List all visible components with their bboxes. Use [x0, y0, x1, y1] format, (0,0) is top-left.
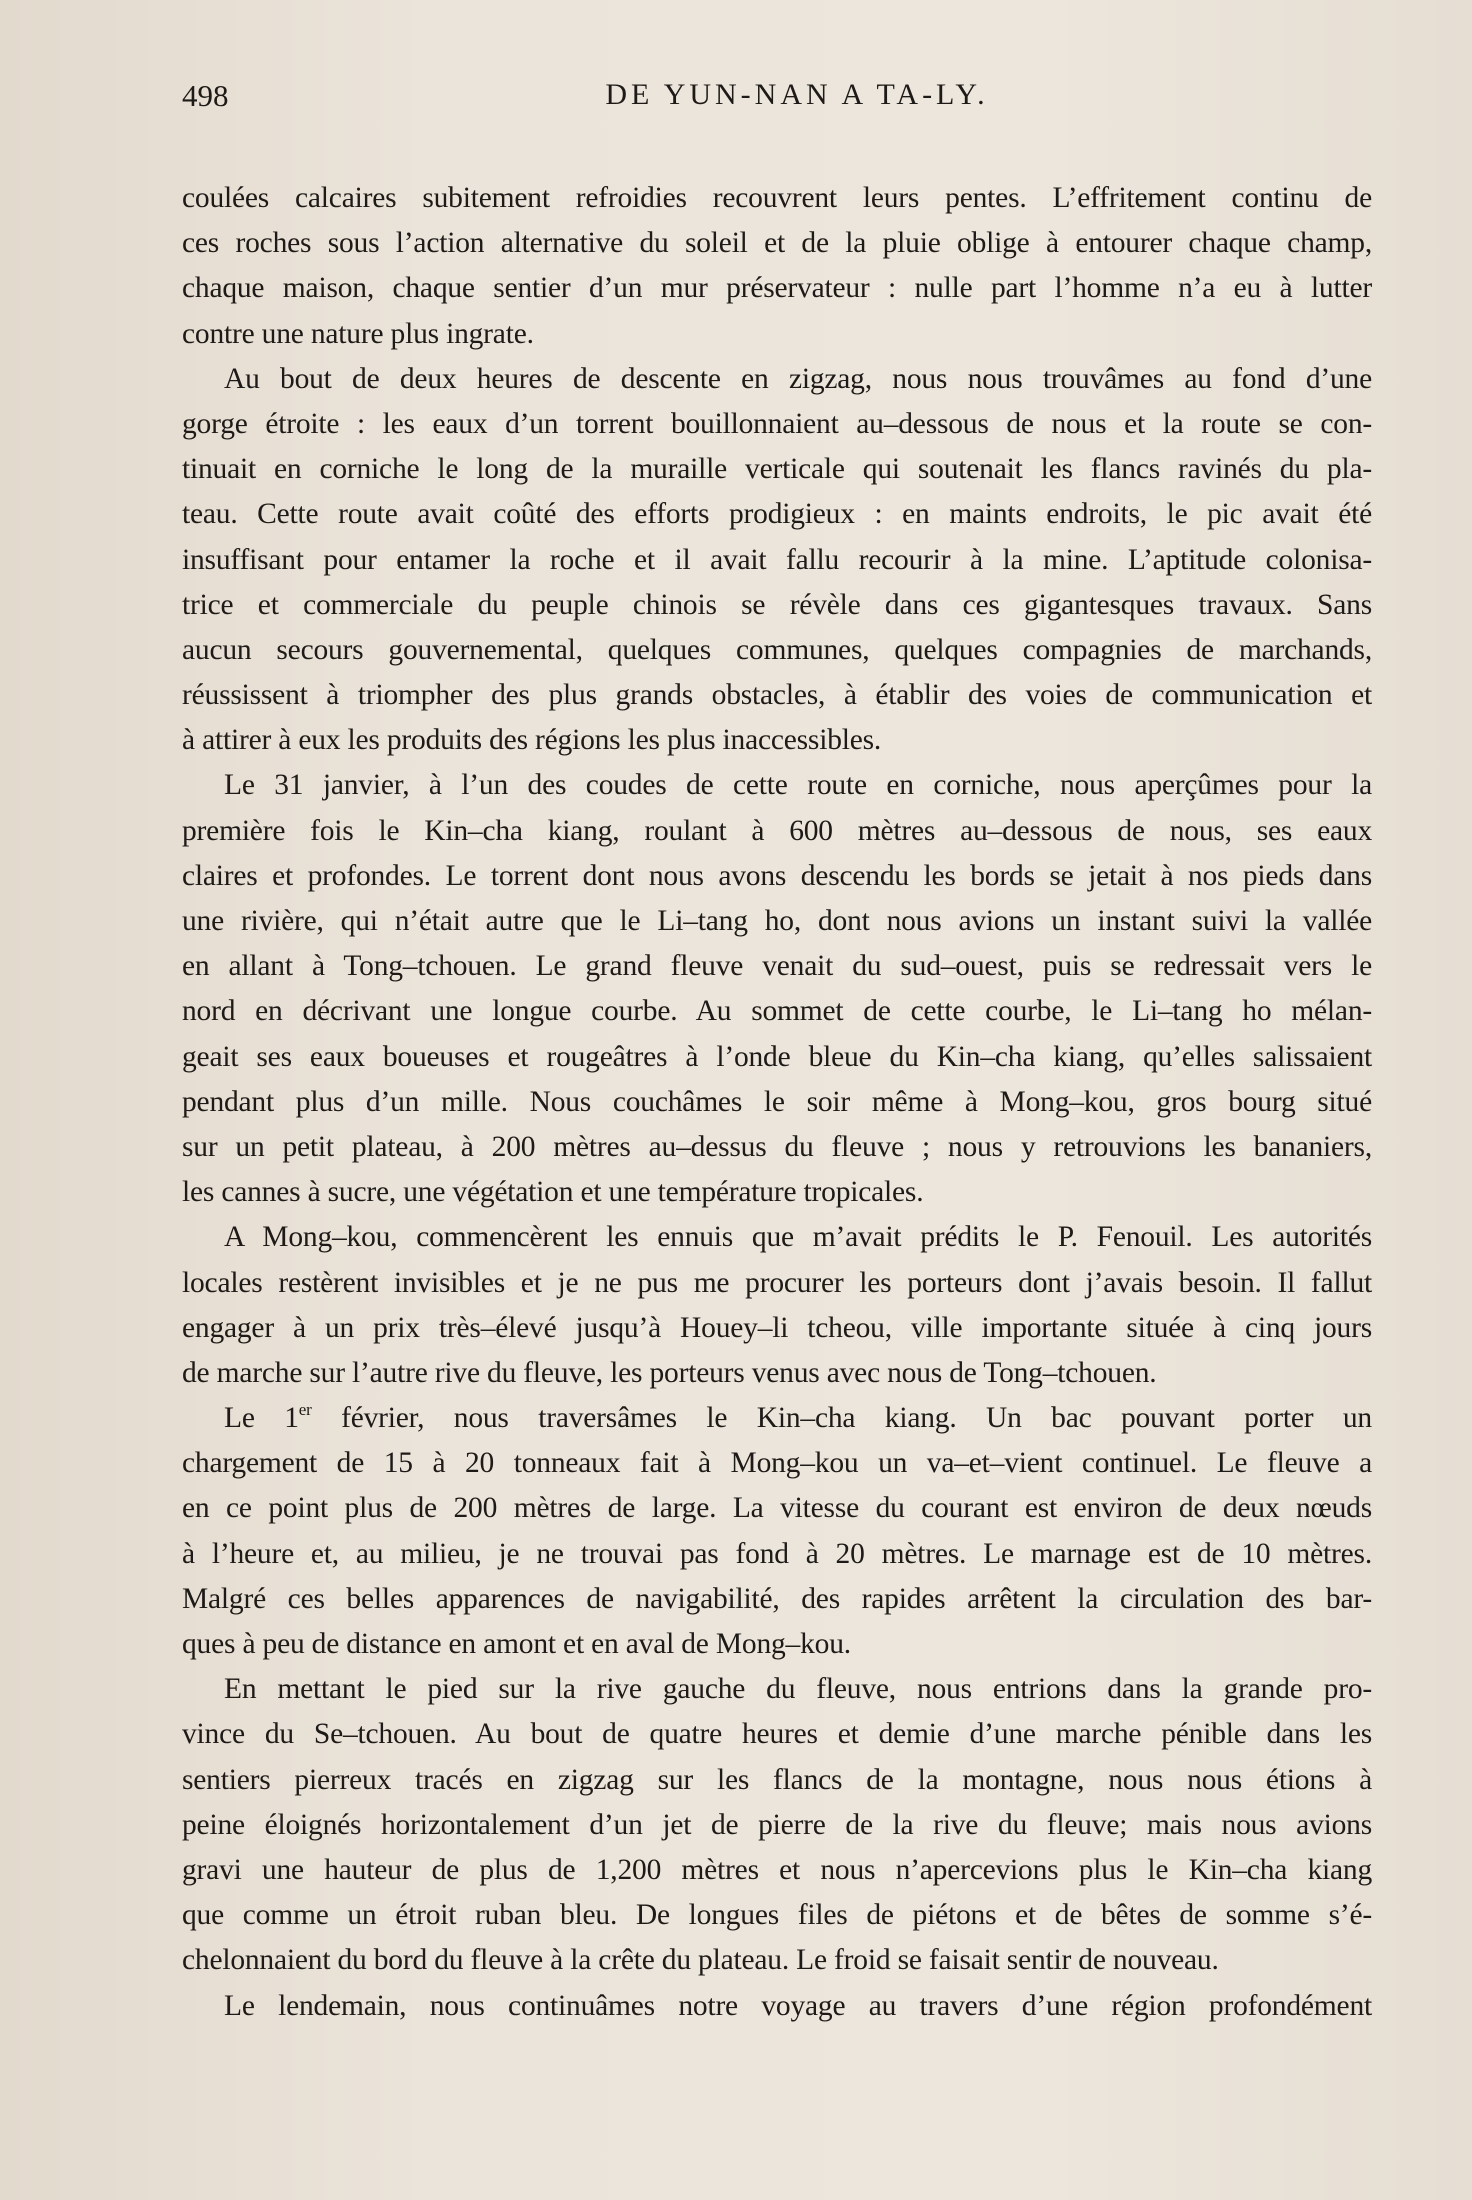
text-line: locales restèrent invisibles et je ne pus me procurer les porteurs dont j’avais besoin. Il fallut: [182, 1266, 1372, 1299]
text-line: en ce point plus de 200 mètres de large. La vitesse du courant est environ de deux nœuds: [182, 1492, 1372, 1525]
text-line: en allant à Tong–tchouen. Le grand fleuve venait du sud–ouest, puis se redressait vers le: [182, 950, 1372, 983]
page-number: 498: [182, 78, 229, 113]
text-line: que comme un étroit ruban bleu. De longues files de piétons et de bêtes de somme s’é-: [182, 1899, 1372, 1932]
text-fragment: février, nous traversâmes le Kin–cha kiang. Un bac pouvant porter un: [311, 1402, 1372, 1435]
text-line: chelonnaient du bord du fleuve à la crête du plateau. Le froid se faisait sentir de nouveau.: [182, 1944, 1219, 1977]
text-line: chaque maison, chaque sentier d’un mur préservateur : nulle part l’homme n’a eu à lutter: [182, 272, 1372, 305]
body-text: [182, 176, 1372, 2029]
text-line: réussissent à triompher des plus grands obstacles, à établir des voies de communication et: [182, 679, 1372, 712]
text-line: Le 31 janvier, à l’un des coudes de cette route en corniche, nous aperçûmes pour la: [224, 769, 1372, 802]
text-line: trice et commerciale du peuple chinois se révèle dans ces gigantesques travaux. Sans: [182, 588, 1372, 621]
text-line: gorge étroite : les eaux d’un torrent bouillonnaient au–dessous de nous et la route se con-: [182, 407, 1372, 440]
text-line: ques à peu de distance en amont et en aval de Mong–kou.: [182, 1628, 851, 1660]
text-line: sur un petit plateau, à 200 mètres au–dessus du fleuve ; nous y retrouvions les bananiers,: [182, 1130, 1372, 1163]
text-line: geait ses eaux boueuses et rougeâtres à l’onde bleue du Kin–cha kiang, qu’elles salissaient: [182, 1040, 1372, 1073]
text-line: à attirer à eux les produits des régions les plus inaccessibles.: [182, 724, 882, 757]
text-line: Au bout de deux heures de descente en zigzag, nous nous trouvâmes au fond d’une: [224, 362, 1372, 395]
text-line: Le lendemain, nous continuâmes notre voyage au travers d’une région profondément: [224, 1989, 1372, 2022]
text-line: peine éloignés horizontalement d’un jet de pierre de la rive du fleuve; mais nous avions: [182, 1808, 1372, 1841]
text-fragment: Le 1: [224, 1402, 299, 1435]
text-line: chargement de 15 à 20 tonneaux fait à Mong–kou un va–et–vient continuel. Le fleuve a: [182, 1447, 1372, 1480]
text-line: sentiers pierreux tracés en zigzag sur les flancs de la montagne, nous nous étions à: [182, 1763, 1372, 1796]
text-line: de marche sur l’autre rive du fleuve, les porteurs venus avec nous de Tong–tchouen.: [182, 1356, 1157, 1389]
superscript: er: [298, 1400, 312, 1420]
text-line: claires et profondes. Le torrent dont nous avons descendu les bords se jetait à nos pieds dans: [182, 859, 1372, 892]
text-line: Malgré ces belles apparences de navigabilité, des rapides arrêtent la circulation des bar-: [182, 1582, 1372, 1615]
text-line: les cannes à sucre, une végétation et une température tropicales.: [182, 1176, 924, 1209]
text-line: aucun secours gouvernemental, quelques communes, quelques compagnies de marchands,: [182, 633, 1372, 666]
text-line: En mettant le pied sur la rive gauche du fleuve, nous entrions dans la grande pro-: [224, 1673, 1372, 1706]
text-line: vince du Se–tchouen. Au bout de quatre heures et demie d’une marche pénible dans les: [182, 1718, 1372, 1751]
running-title: DE YUN-NAN A TA-LY.: [605, 78, 989, 111]
text-line: une rivière, qui n’était autre que le Li–tang ho, dont nous avions un instant suivi la vallée: [182, 905, 1372, 937]
page-header: [182, 78, 1372, 118]
text-line: nord en décrivant une longue courbe. Au sommet de cette courbe, le Li–tang ho mélan-: [182, 995, 1372, 1028]
text-line: engager à un prix très–élevé jusqu’à Houey–li tcheou, ville importante située à cinq jours: [182, 1311, 1372, 1344]
text-line: ces roches sous l’action alternative du soleil et de la pluie oblige à entourer chaque champ,: [182, 227, 1372, 260]
text-line: coulées calcaires subitement refroidies recouvrent leurs pentes. L’effritement continu de: [182, 182, 1372, 214]
text-line: [182, 1396, 1372, 1441]
text-line: teau. Cette route avait coûté des efforts prodigieux : en maints endroits, le pic avait été: [182, 498, 1372, 531]
text-line: première fois le Kin–cha kiang, roulant à 600 mètres au–dessous de nous, ses eaux: [182, 814, 1372, 847]
text-line: A Mong–kou, commencèrent les ennuis que m’avait prédits le P. Fenouil. Les autorités: [224, 1221, 1372, 1254]
text-line: contre une nature plus ingrate.: [182, 317, 534, 350]
text-line: à l’heure et, au milieu, je ne trouvai pas fond à 20 mètres. Le marnage est de 10 mètres.: [182, 1537, 1372, 1570]
text-line: pendant plus d’un mille. Nous couchâmes le soir même à Mong–kou, gros bourg situé: [182, 1085, 1372, 1118]
text-line: tinuait en corniche le long de la muraille verticale qui soutenait les flancs ravinés du pla-: [182, 453, 1372, 486]
text-line: gravi une hauteur de plus de 1,200 mètres et nous n’apercevions plus le Kin–cha kiang: [182, 1853, 1372, 1886]
text-line: insuffisant pour entamer la roche et il avait fallu recourir à la mine. L’aptitude colonisa-: [182, 543, 1372, 576]
